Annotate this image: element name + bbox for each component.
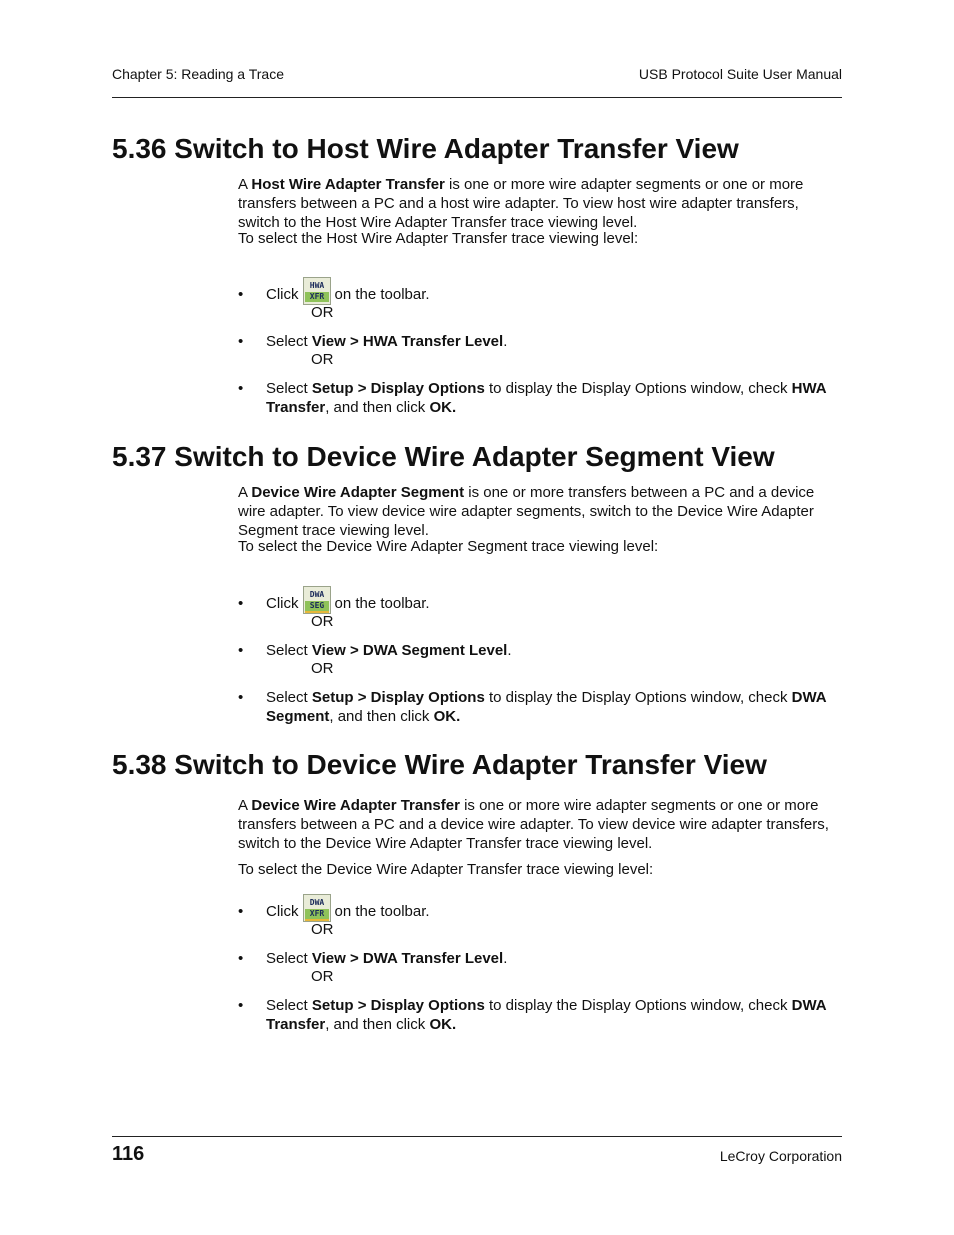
- svg-text:XFR: XFR: [309, 909, 324, 919]
- option-name: DWA Transfer: [266, 997, 827, 1033]
- dwa-seg-toolbar-icon[interactable]: [303, 586, 331, 614]
- or-label: OR: [311, 304, 334, 321]
- or-label: OR: [311, 660, 334, 677]
- option-name: DWA Segment: [266, 689, 827, 725]
- section-lead: To select the Device Wire Adapter Segment trace viewing level:: [238, 538, 659, 555]
- or-label: OR: [311, 921, 334, 938]
- footer-company: LeCroy Corporation: [719, 1148, 842, 1164]
- menu-path: Setup > Display Options: [311, 997, 485, 1014]
- page-number: 116: [112, 1143, 145, 1165]
- svg-text:XFR: XFR: [309, 292, 324, 302]
- section-intro: A Device Wire Adapter Transfer is one or more wire adapter segments or one or more transfers between a PC and a device wire adapter. To view device wire adapter transfers, switch to the Device Wire Adapter Transfer trace viewing level.: [238, 797, 829, 852]
- header-rule: [112, 97, 842, 98]
- footer-rule: [112, 1136, 842, 1137]
- section-lead: To select the Host Wire Adapter Transfer trace viewing level:: [238, 230, 639, 247]
- running-header-manual: USB Protocol Suite User Manual: [638, 66, 842, 82]
- svg-text:SEG: SEG: [309, 601, 324, 611]
- section-intro: A Device Wire Adapter Segment is one or more transfers between a PC and a device wire adapter. To view device wire adapter segments, switch to the Device Wire Adapter Segment trace viewing level.: [238, 484, 815, 539]
- defined-term: Device Wire Adapter Segment: [251, 484, 465, 501]
- section-lead: To select the Device Wire Adapter Transfer trace viewing level:: [238, 861, 654, 878]
- defined-term: Host Wire Adapter Transfer: [251, 176, 445, 193]
- menu-path: View > DWA Transfer Level: [311, 950, 504, 967]
- section-title: 5.37 Switch to Device Wire Adapter Segment View: [112, 441, 775, 472]
- or-label: OR: [311, 613, 334, 630]
- svg-text:HWA: HWA: [309, 281, 324, 291]
- menu-path: View > HWA Transfer Level: [311, 333, 504, 350]
- svg-text:DWA: DWA: [309, 898, 324, 908]
- or-label: OR: [311, 968, 334, 985]
- menu-path: Setup > Display Options: [311, 689, 485, 706]
- section-title: 5.36 Switch to Host Wire Adapter Transfer View: [112, 133, 739, 164]
- dwa-xfr-toolbar-icon[interactable]: [303, 894, 331, 922]
- running-header-chapter: Chapter 5: Reading a Trace: [112, 66, 284, 82]
- menu-path: Setup > Display Options: [311, 380, 485, 397]
- or-label: OR: [311, 351, 334, 368]
- ok-label: OK.: [429, 399, 457, 416]
- option-name: HWA Transfer: [266, 380, 827, 416]
- section-title: 5.38 Switch to Device Wire Adapter Transfer View: [112, 749, 767, 780]
- svg-text:DWA: DWA: [309, 590, 324, 600]
- hwa-xfr-toolbar-icon[interactable]: [303, 277, 331, 305]
- ok-label: OK.: [433, 708, 461, 725]
- ok-label: OK.: [429, 1016, 457, 1033]
- section-intro: A Host Wire Adapter Transfer is one or more wire adapter segments or one or more transfers between a PC and a host wire adapter. To view host wire adapter transfers, switch to the Host Wire Adapter Transfer trace viewing level.: [238, 176, 804, 231]
- defined-term: Device Wire Adapter Transfer: [251, 797, 460, 814]
- menu-path: View > DWA Segment Level: [311, 642, 508, 659]
